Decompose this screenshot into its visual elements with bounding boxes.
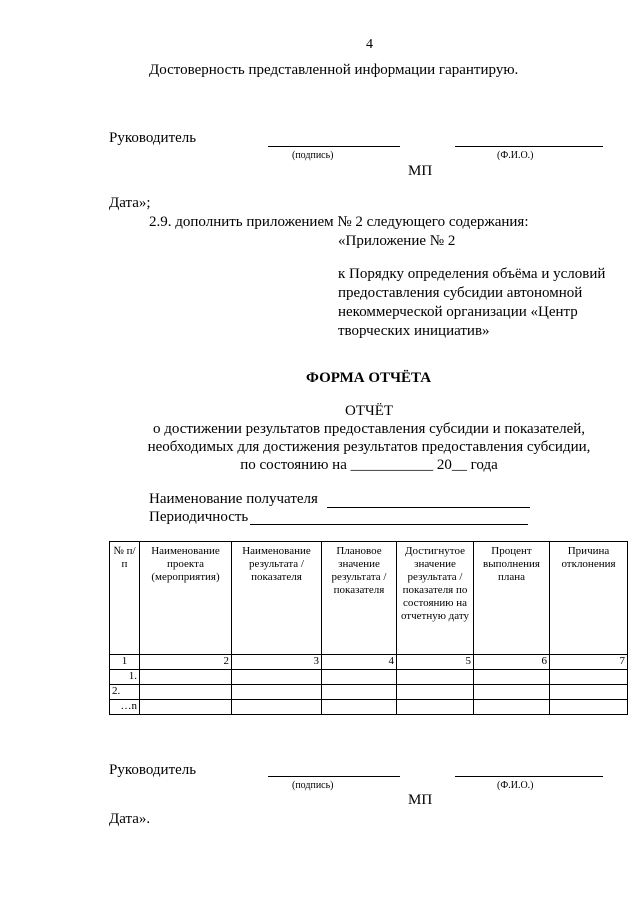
table-cell <box>474 685 550 700</box>
column-numbers-row <box>110 655 628 670</box>
header-number: № п/п <box>110 542 140 655</box>
table-cell <box>397 670 474 685</box>
signatory-role: Руководитель <box>109 762 197 778</box>
recipient-fill-line <box>327 507 530 508</box>
header-result-name: Наименование результата / показателя <box>232 542 322 655</box>
header-reason: Причина отклонения <box>550 542 628 655</box>
row-number: 2. <box>110 685 140 700</box>
table-cell <box>474 700 550 715</box>
signature-caption: (подпись) <box>292 150 334 161</box>
name-caption: (Ф.И.О.) <box>497 150 534 161</box>
report-table <box>109 541 628 715</box>
table-cell <box>232 685 322 700</box>
table-cell <box>140 700 232 715</box>
header-percent: Процент выполнения плана <box>474 542 550 655</box>
table-row <box>110 685 628 700</box>
report-subtitle-line-3: по состоянию на ___________ 20__ года <box>240 457 498 473</box>
header-project: Наименование проекта (мероприятия) <box>140 542 232 655</box>
column-number: 1 <box>110 655 140 670</box>
header-planned-value: Плановое значение результата / показателя <box>322 542 397 655</box>
amendment-text: 2.9. дополнить приложением № 2 следующего содержания: <box>149 214 529 230</box>
name-line <box>455 776 603 777</box>
guarantee-text: Достоверность представленной информации гарантирую. <box>149 62 519 78</box>
signatory-role: Руководитель <box>109 130 197 146</box>
appendix-title: «Приложение № 2 <box>338 233 456 249</box>
periodicity-label: Периодичность <box>149 509 249 525</box>
table-cell <box>397 685 474 700</box>
table-row <box>110 700 628 715</box>
report-title: ОТЧЁТ <box>345 403 394 419</box>
signature-caption: (подпись) <box>292 780 334 791</box>
table-cell <box>140 670 232 685</box>
column-number: 6 <box>474 655 550 670</box>
appendix-ref-line-2: предоставления субсидии автономной <box>338 285 583 301</box>
stamp-label: МП <box>408 163 433 179</box>
appendix-ref-line-4: творческих инициатив» <box>338 323 490 339</box>
column-number: 2 <box>140 655 232 670</box>
table-row <box>110 670 628 685</box>
signature-line <box>268 776 400 777</box>
table-cell <box>322 685 397 700</box>
table-cell <box>232 670 322 685</box>
column-number: 7 <box>550 655 628 670</box>
table-cell <box>474 670 550 685</box>
recipient-label: Наименование получателя <box>149 491 318 507</box>
stamp-label: МП <box>408 792 433 808</box>
name-caption: (Ф.И.О.) <box>497 780 534 791</box>
header-achieved-value: Достигнутое значение результата / показателя по состоянию на отчетную дату <box>397 542 474 655</box>
table-cell <box>322 670 397 685</box>
appendix-ref-line-3: некоммерческой организации «Центр <box>338 304 578 320</box>
form-title: ФОРМА ОТЧЁТА <box>306 370 432 386</box>
table-cell <box>397 700 474 715</box>
column-number: 3 <box>232 655 322 670</box>
table-header-row <box>110 542 628 655</box>
page-number: 4 <box>366 37 373 52</box>
name-line <box>455 146 603 147</box>
report-subtitle-line-1: о достижении результатов предоставления субсидии и показателей, <box>152 421 586 437</box>
row-number: 1. <box>110 670 140 685</box>
table-cell <box>550 670 628 685</box>
signature-line <box>268 146 400 147</box>
table-cell <box>550 700 628 715</box>
table-cell <box>550 685 628 700</box>
column-number: 5 <box>397 655 474 670</box>
periodicity-fill-line <box>250 524 528 525</box>
table-cell <box>322 700 397 715</box>
table-cell <box>232 700 322 715</box>
date-label: Дата». <box>109 811 151 827</box>
row-number: …n <box>110 700 140 715</box>
column-number: 4 <box>322 655 397 670</box>
date-label: Дата»; <box>109 195 151 211</box>
table-cell <box>140 685 232 700</box>
appendix-ref-line-1: к Порядку определения объёма и условий <box>338 266 606 282</box>
report-subtitle-line-2: необходимых для достижения результатов предоставления субсидии, <box>147 439 591 455</box>
